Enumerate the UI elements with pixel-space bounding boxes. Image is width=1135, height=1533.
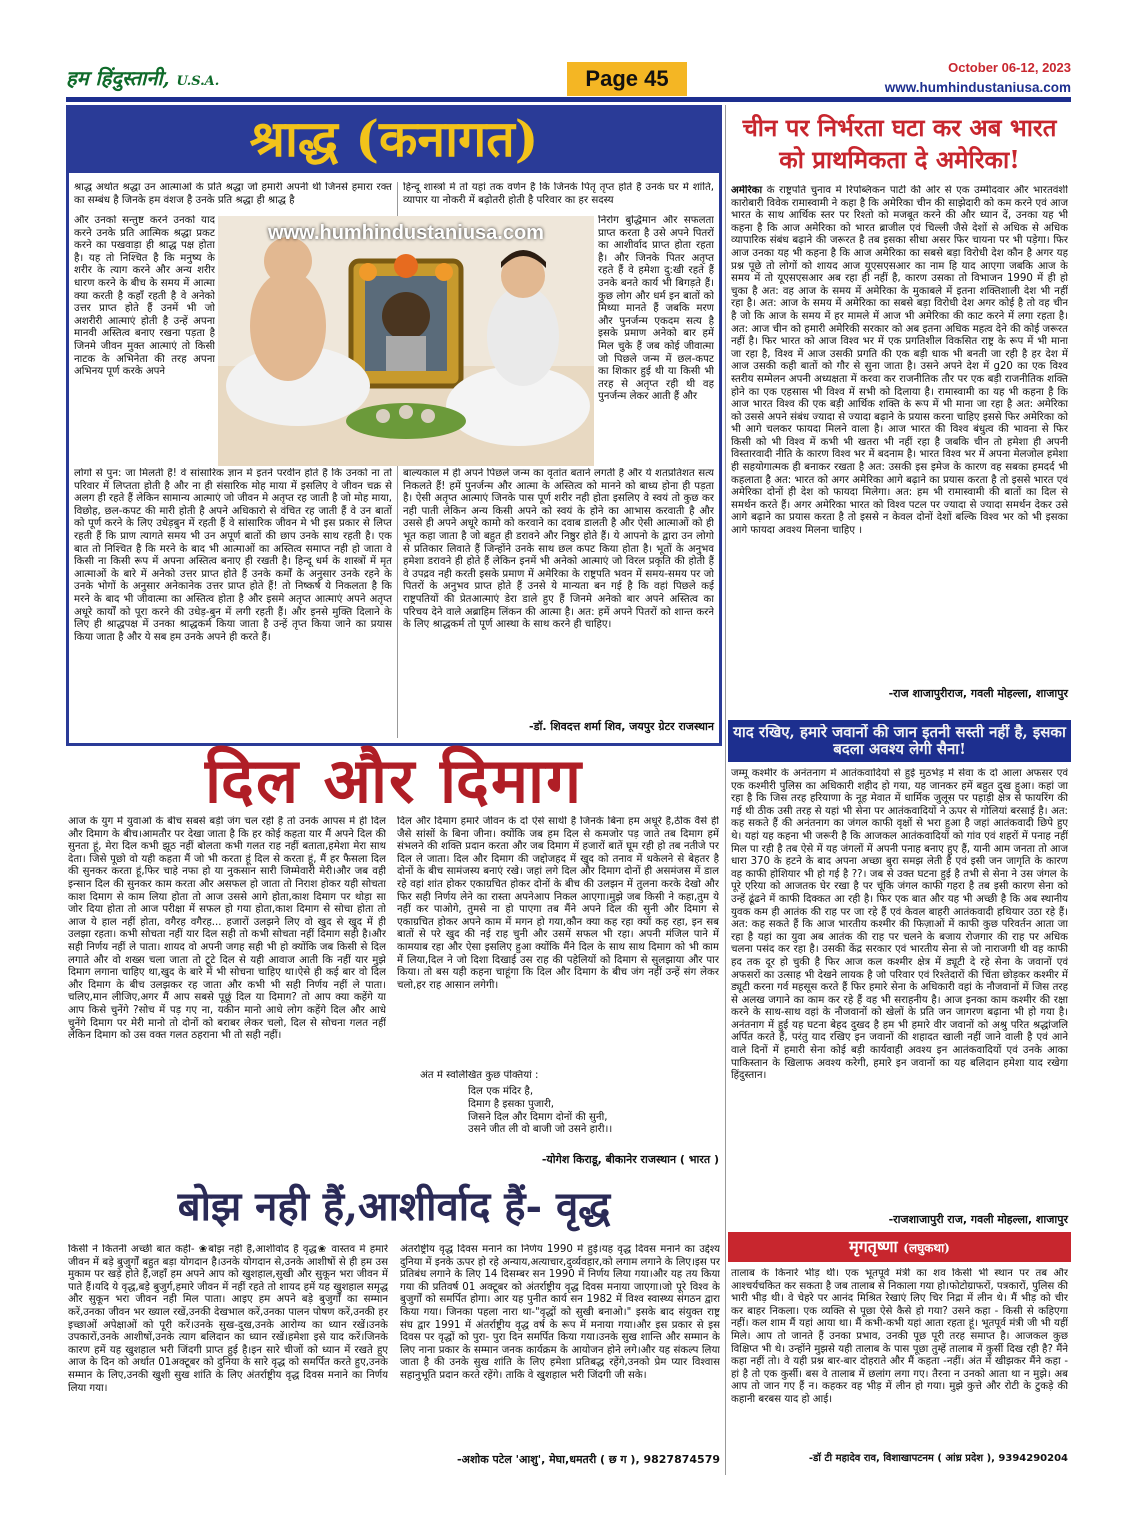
- poem-line: जिसने दिल और दिमाग दोनों की सुनी,: [468, 1111, 608, 1123]
- mrig-title-band: [728, 1232, 1071, 1262]
- poem-line: दिल एक मंदिर है,: [468, 1086, 534, 1097]
- china-text: के राष्ट्रपति चुनाव में रिपब्लिकन पार्टी की ओर से एक उम्मीदवार और भारतवंशी कारोबारी विवेक रामास्वामी ने कहा है कि अमेरिका चीन की साझेदारी को कम करने एवं आज भारत के साथ आर्थिक स्तर पर रिश्तो को मजबूत करने की और ध्यान दें, उनका यह भी कहना है कि आज अमेरिका को भारत ब्राजील एवं चिल्ली जैसे देशों से अधिक से अधिक व्यापारिक संबंध बढ़ाने की जरूरत है तब इसका सीधा असर फिर चायना पर भी पड़ेगा। फिर आज उनका यह भी कहना है कि आज अमेरिका का सबसे बड़ा विरोधी देश कौन है अगर यह प्रश्न पूछे तो लोगों को शायद आज यूएसएसआर का नाम हि याद आएगा जबकि आज के समय में तो यूएसएसआर अब रहा ही नहीं है, कारण उसका तो विभाजन 1990 में ही हो चुका है अत: वह आज के समय में अमेरिका के मुकाबले में इतना शक्तिशाली देश भी नहीं रहा है। अत: आज के समय में अमेरिका का सबसे बड़ा विरोधी देश अगर कोई है तो वह चीन है जो कि आज के समय में हर मामले में आज भी अमेरिका की काट करने में लगा रहता है। अत: आज चीन को हमारी अमेरिकी सरकार को अब इतना अधिक महत्व देने की कोई जरूरत नहीं है। फिर भारत को आज विश्व भर में एक प्रगतिशील विकसित राष्ट्र के रूप में भी माना जा रहा है, विश्व में आज उसकी प्रगति की एक बड़ी धाक भी बनती जा रही है हर देश में आज उसकी कही बातों को गौर से सुना जाता है। उसने अपने देश में g20 का एक विश्व स्तरीय सम्मेलन अपनी अध्यक्षता में करवा कर राजनीतिक तौर पर एक बड़ी राजनीतिक शक्ति होने का एक एहसास भी विश्व में सभी को दिलाया है। रामास्वामी का यह भी कहना है कि आज भारत विश्व की एक बड़ी आर्थिक शक्ति के रूप में भी माना जा रहा है अत: अमेरिका को उससे अपने संबंध ज्यादा से ज्यादा बढ़ाने के प्रयास करना चाहिए इससे फिर अमेरिका को भी आगे चलकर फायदा मिलने वाला है। आज भारत की विश्व बंधुत्व की भावना से फिर किसी को भी विश्व में कभी भी खतरा भी नहीं रहा है जबकि चीन तो हमेशा ही अपनी विस्तारवादी नीति के कारण विश्व भर में बदनाम है। भारत विश्व भर में अपना मेलजोल हमेशा ही सहयोगात्मक ही बनाकर रखता है अत: उसकी इस इमेज के कारण वह सबका हमदर्द भी कहलाता है अत: भारत को अगर अमेरिका आगे बढ़ाने का प्रयास करता है तो इससे भारत एवं अमेरिका दोनों ही देश को फायदा मिलेगा। अत: हम भी रामास्वामी की बातों का दिल से समर्थन करते हैं। अगर अमेरिका भारत को विश्व पटल पर ज्यादा से ज्यादा समर्थन देकर उसे आगे बढ़ाने का प्रयास करता है तो इससे न केवल दोनों देशों बल्कि विश्व भर को भी इसका आगे फायदा अवश्य मिलना चाहिए ।: [731, 185, 1068, 537]
- china-title: चीन पर निर्भरता घटा कर अब भारत को प्राथमिकता दे अमेरिका!: [728, 112, 1071, 180]
- poem: [468, 1086, 718, 1137]
- dil-author: -योगेश किराडू, बीकानेर राजस्थान ( भारत ): [541, 1153, 719, 1166]
- yaad-body: जम्मू कश्मीर के अनंतनाग में आतंकवादियों से हुई मुठभेड़ में सेवा के दो आला अफसर एवं एक कश्मीरी पुलिस का अधिकारी शहीद हो गया, यह जानकर हमें बहुत दुख हुआ। कहां जा रहा है कि जिस तरह हरियाणा के नूह मेवात में धार्मिक जुलूस पर पहाड़ी क्षेत्र से फायरिंग की गई थी ठीक उसी तरह से यहां भी सेना पर आतंकवादियों ने ऊपर से गोलियां बरसाई है। अत: कह सकते हैं की अनंतनाग का जंगल काफी वृक्षों से भरा हुआ है जहां आतंकवादी छिपे हुए थे। यहां यह कहना भी जरूरी है कि आजकल आतंकवादियों को गांव एवं शहरों में पनाह नहीं मिल पा रही है तब ऐसे में यह जंगलों में अपनी पनाह बनाए हुए हैं, यानी आम जनता तो आज धारा 370 के हटने के बाद अपना अच्छा बुरा समझ लेती है एवं इसी जन जागृति के कारण वह काफी होशियार भी हो गई है ??। जब से उक्त घटना हुई है तभी से सेना ने उस जंगल के पूरे एरिया को आजतक घेर रखा है पर चूंकि जंगल काफी गहरा है तब इसी कारण सेना को उन्हें ढूंढने में काफी दिक्कत आ रही है। फिर एक बात और यह भी अच्छी है कि अब स्थानीय युवक कम ही आतंक की राह पर जा रहे हैं एवं केवल बाहरी आतंकवादी हथियार उठा रहे हैं। अत: कह सकते हैं कि आज भारतीय कश्मीर की फिज़ाओं में काफी कुछ परिवर्तन आता जा रहा है यहां का युवा अब आतंक की राह पर चलने के बजाय रोजगार की राह पर अधिक चलना पसंद कर रहा है। उसकी केंद्र सरकार एवं भारतीय सेना से जो नाराजगी थी वह काफी हद तक दूर हो चुकी है फिर आज कल कश्मीर क्षेत्र में ड्यूटी दे रहे सेना के जवानों एवं अफसरों का उत्साह भी देखने लायक है जो परिवार एवं रिश्तेदारों की चिंता छोड़कर कश्मीर में ड्यूटी करना गर्व महसूस करते हैं फिर हमारे सेना के अधिकारी वहां के नौजवानों में जिस तरह से अलख जगाने का काम कर रहे हैं वह भी सराहनीय है। आज इनका काम कश्मीर की रक्षा करने के साथ-साथ वहां के नौजवानों को खेलों के प्रति जन जागरण बढ़ाना भी हो गया है। अनंतनाग में हुई यह घटना बेहद दुखद है हम भी हमारे वीर जवानों को अश्रु परित श्रद्धांजलि अर्पित करते हैं, परंतु याद रखिए इन जवानों की शहादत खाली नहीं जाने वाली है एवं आने वाले दिनों में हमारी सेना कोई बड़ी कार्यवाही अवश्य इन आतंकवादियों एवं उनके आका पाकिस्तान के खिलाफ अवश्य करेगी, हमारे इन जवानों का यह बलिदान हमेशा याद रखेगा हिंदुस्तान।: [731, 768, 1068, 1082]
- image-caption: www.humhindustaniusa.com: [268, 222, 544, 244]
- shraddh-col1-bottom: लोगो से पुन: जा मिलती हैं! वे सांसारिक ज्ञान में इतने परवीन होते हैं कि उनको ना तो परिवार में लिप्तता होती है और ना ही संसारिक मोह माया में इसलिए वे जीवन चक्र से अलग ही रहते हैं लेकिन सामान्य आत्माएं जो जीवन मे अतृप्त रह जाती है जो मोह माया, विछोह, छल-कपट की मारी होती है अपने अधिकारो से वंचित रह जाती हैं वे उन बातों को पूर्ण करने के लिए उधेड़बुन में रहती हैं वे सांसारिक जीवन मे भी इस प्रकार से लिप्त रहती हैं कि प्राण त्यागते समय भी उन अपूर्ण बातों की छाप उनके साथ रहती है। एक बात तो निश्चित है कि मरने के बाद भी आत्माओं का अस्तित्व समाप्त नही हो जाता वे किसी ना किसी रूप में अपना अस्तित्व बनाए ही रखती है। हिन्दू धर्म के शास्त्रों में मृत आत्माओं के बारे में अनेको उत्तर प्राप्त होते हैं उनके कर्मों के अनुसार उनके रहने के उनके भोगों के अनुसार अनेकानेक उत्तर प्राप्त होते हैं! तो निष्कर्ष ये निकलता है कि मरने के बाद भी जीवात्मा का अस्तित्व होता है और इसमे अतृप्त आत्माएं अपने अतृप्त अधूरे कार्यों को पूरा करने की उधेड़-बुन में लगी रहती हैं। और इनसे मुक्ति दिलाने के लिए ही श्राद्धपक्ष में उनका श्राद्धकर्म किया जाता है उन्हें तृप्त किया जाने का प्रयास किया जाता है और ये सब हम उनके अपने ही करते हैं।: [74, 468, 392, 643]
- mrig-author: -डॉ टी महादेव राव, विशाखापटनम ( आंध्र प्रदेश ), 9394290204: [808, 1453, 1068, 1464]
- china-author: -राज शाजापुरीराज, गवली मोहल्ला, शाजापुर: [888, 687, 1068, 700]
- dil-col2: दिल और दिमाग हमारे जीवन के दो ऐसे साथी है जिनके बिना हम अधूरे है,ठीक वैसे ही जैसे सांसों के बिना जीना। क्योंकि जब हम दिल से कमजोर पड़ जाते तब दिमाग हमें संभलने की शक्ति प्रदान करता और जब दिमाग में हजारों बातें घूम रही हो तब नतीजे पर दिल ले जाता। दिल और दिमाग की जद्दोजहद में खुद को तनाव में धकेलने से बेहतर है दोनों के बीच सामंजस्य बनाएं रखे। जहां लगे दिल और दिमाग दोनों ही असमंजस में डाल रहे वहां शांत होकर एकाग्रचित होकर दोनों के बीच की उलझन में तुलना करके देखो और फिर सही निर्णय लेने का रास्ता अपनेआप निकल आएगा।मुझे जब किसी ने कहा,तुम ये नहीं कर पाओगे, तुमसे ना हो पाएगा तब मैंने अपने दिल की सुनी और दिमाग से एकाग्रचित होकर अपने काम में मगन हो गया,कौन क्या कह रहा क्यों कह रहा, इन सब बातों से परे खुद की नई राह चुनी और उसमें सफल भी रहा। अपनी मंजिल पाने में कामयाब रहा और ऐसा इसलिए हुआ क्योंकि मैंने दिल के साथ साथ दिमाग को भी काम में लिया,दिल ने जो दिशा दिखाई उस राह की पहेलियों को दिमाग से सुलझाया और पार किया। तो बस यही कहना चाहूंगा कि दिल और दिमाग के बीच जंग नहीं उन्हें संग लेकर चलो,हर राह आसान लगेगी।: [397, 816, 719, 991]
- china-body: [731, 185, 1068, 682]
- shraddh-col1-top: श्राद्ध अर्थात श्रद्धा उन आत्माओं के प्रति श्रद्धा जो हमारी अपनी थी जिनसे हमारा रक्त का सम्बंध है जिनके हम वंशज है उनके प्रति श्रद्धा ही श्राद्ध है: [74, 182, 392, 206]
- bojh-col2: अंतर्राष्ट्रीय वृद्ध दिवस मनाने का निर्णय 1990 में हुई।यह वृद्ध दिवस मनाने का उद्देश्य दुनिया में इनके ऊपर हो रहे अन्याय,अत्याचार,दुर्व्यवहार,को लगाम लगाने के लिए।इस पर प्रतिबंध लगाने के लिए 14 दिसम्बर सन 1990 में निर्णय लिया गया।और यह तय किया गया की प्रतिवर्ष 01 अक्टूबर को अंतर्राष्ट्रीय वृद्ध दिवस मनाया जाएगा।जो पूरे विश्व के बुजुर्गों को समर्पित होगा। आर यह पुनीत कार्य सन 1982 में विश्व स्वास्थ्य संगठन द्वारा किया गया। जिनका पहला नारा था-"वृद्धों को सुखी बनाओ।" इसके बाद संयुक्त राष्ट्र संघ द्वार 1991 में अंतर्राष्ट्रीय वृद्ध वर्ष के रूप में मनाया गया।और इस प्रकार से इस दिवस पर वृद्धों को पुरा- पुरा दिन समर्पित किया गया।उनके सुख शान्ति और सम्मान के लिए नाना प्रकार के सम्मान जनक कार्यक्रम के आयोजन होने लगे।और यह संकल्प लिया जाता है की उनके सुख शांति के लिए हमेशा प्रतिबद्ध रहेंगे,उनको प्रेम प्यार विश्वास सहानुभूति प्रदान करते रहेंगे। ताकि वे खुशहाल भरी जिंदगी जी सके।: [400, 1244, 720, 1381]
- china-lead: अमेरिका: [731, 185, 763, 196]
- masthead-sub: U.S.A.: [176, 74, 220, 89]
- bojh-col1: किसी ने कितनी अच्छी बात कही- ❀बोझ नहीं हैं,आशीर्वाद हैं वृद्ध❀ वास्तव मे हमारे जीवन में बड़े बुजुर्गों बहुत बड़ा योगदान है।उनके योगदान से,उनके आशीषों से ही हम उस मुकाम पर खड़े होते हैं,जहाँ हम अपने आप को खुशहाल,सुखी और सुकून भरा जीवन में पाते हैं।यदि ये वृद्ध,बड़े बुजुर्ग,हमारे जीवन में नहीं रहते तो शायद हमें यह खुशहाल समृद्ध और सुकून भरा जीवन नही मिल पाता। आइए हम अपने बड़े बुजुर्गों का सम्मान करें,उनका जीवन भर ख्याल रखें,उनकी देखभाल करें,उनका पालन पोषण करें,उनकी हर इच्छाओं अपेक्षाओं को पूरी करें।उनके सुख-दुख,उनके आरोग्य का ध्यान रखें।उनके उपकारों,उनके आशीषों,उनके त्याग बलिदान का ध्यान रखें।हमेशा इसे याद करें।जिनके कारण हमें यह खुशहाल भरी जिंदगी प्राप्त हुई है।इन सारे चीजों को ध्यान में रखते हुए आज के दिन को अर्थात 01अक्टूबर को दुनिया के सारे वृद्ध को समर्पित करते हुए,उनके सम्मान के लिए,उनकी खुशी सुख शांति के लिए अंतर्राष्ट्रीय वृद्ध दिवस मनाने का निर्णय लिया गया।: [68, 1244, 388, 1394]
- shraddh-col2-bottom: बाल्यकाल में ही अपने पिछले जन्म का वृतांत बताने लगती है और ये शतप्रतिशत सत्य निकलते हैं! हमें पुनर्जन्म और आत्मा के अस्तित्व को मानने को बाध्य होना ही पड़ता है। ऐसी अतृप्त आत्माएं जिनके पास पूर्ण शरीर नही होता इसलिए वे स्वयं तो कुछ कर नही पाती लेकिन अन्य किसी अपने को स्वयं के होने का आभास करवाती है और उससे ही अपने अधूरे कामो को करवाने का दवाब डालती है और ऐसी आत्माओं को ही भूत कहा जाता है जो बहुत ही डरावने और निष्ठुर होते हैं। ये आपनो के द्वारा उन लोगो से प्रतिकार लिवाते हैं जिन्होंने उनके साथ छल कपट किया होता है। भूतों के अनुभव हमेशा डरावने ही होते हैं लेकिन इनमें भी अनेको आत्माएं जो विरल प्रकृति की होती हैं वे उपद्रव नही करती इसके प्रमाण में अमेरिका के राष्ट्रपति भवन में समय-समय पर जो पितरों के अनुभव प्राप्त होते हैं उनसे ये मान्यता बन गई है कि वहां पिछले कई राष्ट्रपतियों की प्रेतआत्माएं डेरा डाले हुए हैं जिनमे अनेको बार अपने अस्तित्व का परिचय देने वाले अब्राहिम लिंकन की आत्मा है। अत: हमें अपने पितरों को शान्त करने के लिए श्राद्धकर्म तो पूर्ण आस्था के साथ करने ही चाहिए।: [403, 468, 714, 631]
- shraddh-col2-side: निरोग बुद्धिमान और सफलता प्राप्त करता है उसे अपने पितरों का आशीर्वाद प्राप्त होता रहता है। और जिनके पितर अतृप्त रहते हैं वे हमेशा दु:खी रहते हैं उनके बनते कार्य भी बिगड़ते हैं। कुछ लोग और धर्म इन बातों को मिथ्या मानते हैं जबकि मरण और पुनर्जन्म एकदम सत्य है इसके प्रमाण अनेको बार हमें मिल चुके हैं जब कोई जीवात्मा जो पिछले जन्म में छल-कपट का शिकार हुई थी या किसी भी तरह से अतृप्त रही थी वह पुनर्जन्म लेकर आती हैं और: [598, 215, 714, 403]
- shraddh-illustration: [218, 216, 594, 466]
- bojh-title: बोझ नही हैं,आशीर्वाद हैं- वृद्ध: [177, 1183, 611, 1230]
- mrig-body: तालाब के किनारे भीड़ थी। एक भूतपूर्व मंत्री का शव किसी भी स्थान पर तब और आश्चर्यचकित कर सकता है जब तालाब से निकाला गया हो।फोटोग्राफरों, पत्रकारों, पुलिस की भारी भीड़ थी। वे चेहरे पर आनंद मिश्रित रेखाएं लिए चिर निद्रा में लीन थे। मैं भीड़ को चीर कर बाहर निकला। एक व्यक्ति से पूछा ऐसे कैसे हो गया? उसने कहा - किसी से कहिएगा नहीं। कल शाम मैं यहां आया था। मैं कभी-कभी यहां आता रहता हूं। भूतपूर्व मंत्री जी भी यहीं मिले। आप तो जानते हैं उनका प्रभाव, उनकी पूछ पूरी तरह समाप्त है। आजकल कुछ विक्षिप्त भी थे। उन्होंने मुझसे यही तालाब के पास पूछा तुम्हें तालाब में कुर्सी दिख रही है? मैंने कहा नहीं तो। वे यही प्रश्न बार-बार दोहराते और मैं कहता -नहीं। अंत में खीझकर मैंने कहा - हां है तो एक कुर्सी। बस वे तालाब में छलांग लगा गए। तैरना न उनको आता था न मुझे। अब आप तो जान गए हैं न। कहकर वह भीड़ में लीन हो गया। मुझे कुत्ते और रोटी के टुकड़े की कहानी बरबस याद हो आई।: [731, 1268, 1068, 1405]
- shraddh-col1-side: और उनको सन्तुष्ट करने उनको याद करने उनके प्रति आत्मिक श्रद्धा प्रकट करने का पखवाड़ा ही श्राद्ध पक्ष होता है। यह तो निश्चित है कि मनुष्य के शरीर के त्याग करने और अन्य शरीर धारण करने के बीच के समय में आत्मा क्या करती है कहाँ रहती है वे अनेको उत्तर प्राप्त होते हैं उनमें भी जो अशरीरी आत्माएं होती है उन्हें अपना मानवी अस्तित्व बनाए रखना पड़ता है जिनमे जीवन मुक्त आत्माएं तो किसी नाटक के अभिनेता की तरह अपना अभिनय पूर्ण करके अपने: [74, 215, 215, 378]
- yaad-title: याद रखिए, हमारे जवानों की जान इतनी सस्ती नहीं है, इसका बदला अवश्य लेगी सैना!: [733, 724, 1066, 758]
- mrig-title: मृगतृष्णा: [849, 1237, 898, 1256]
- masthead: [66, 64, 219, 91]
- poem-line: उसने जीत ली वो बाजी जो उसने हारी।।: [468, 1124, 613, 1136]
- dil-col1: आज के युग में युवाओं के बीच सबसे बड़ी जंग चल रही है तो उनके आपस में ही दिल और दिमाग के बीच।आमतौर पर देखा जाता है कि हर कोई कहता यार मैं अपने दिल की सुनता हूं, मेरा दिल कभी झूठ नहीं बोलता कभी गलत राह नहीं बताता,हमेशा मेरा साथ देता। जिसे पूछो वो यही कहता मैं जो भी करता हूं दिल से करता हूं, मैं हर फैसला दिल की सुनकर करता हूं,फिर चाहे नफा हो या नुकसान सारी जिम्मेवारी मेरी।और जब वही इन्सान दिल की सुनकर काम करता और असफल हो जाता तो निराश होकर यही सोचता काश दिमाग से काम लिया होता तो आज उससे आगे होता,काश दिमाग पर थोड़ा सा जोर दिया होता तो आज परीक्षा में सफल हो गया होता,काश दिमाग से सोचा होता तो आज ये हाल नहीं होता, वगैरह वगैरह... हजारों उलझने लिए वो खुद से खुद में ही उलझा रहता। कभी सोचता नहीं यार दिल सही तो कभी सोचता नहीं दिमाग सही है।और सही निर्णय नहीं ले पाता। शायद वो अपनी जगह सही भी हो क्योंकि जब किसी से दिल लगाते और वो शख्स चला जाता तो टूटे दिल से यही आवाज आती कि नहीं यार मुझे दिमाग लगाना चाहिए था,खुद के बारे में भी सोचना चाहिए था।ऐसे ही कई बार वो दिल और दिमाग के बीच उलझकर रह जाता और कभी भी सही निर्णय नहीं ले पाता। चलिए,मान लीजिए,अगर मैं आप सबसे पूछूं दिल या दिमाग? तो आप क्या कहेंगे या आप किसे चुनेंगे ?सोच में पड़ गए ना, यकीन मानो आधे लोग कहेंगे दिल और आधे चुनेंगे दिमाग पर मेरी मानो तो दोनों को बराबर लेकर चलो, दिल से सोचना गलत नहीं लेकिन दिमाग को उस वक्त गलत ठहराना भी तो सही नहीं।: [68, 816, 386, 1042]
- shraddh-col2-top: हिन्दू शास्त्रों में तो यहां तक वर्णन है कि जिनके पितृ तृप्त होते हैं उनके घर मे शांति, व्यापार या नोकरी में बढ़ोतरी होती है परिवार का हर सदस्य: [403, 182, 714, 206]
- site-url[interactable]: www.humhindustaniusa.com: [884, 80, 1071, 95]
- issue-date: October 06-12, 2023: [948, 60, 1071, 75]
- ritual-scene-image: [218, 216, 594, 466]
- yaad-author: -राजशाजापुरी राज, गवली मोहल्ला, शाजापुर: [888, 1213, 1068, 1226]
- header-rule: [66, 97, 1071, 102]
- mrig-subtitle: (लघुकथा): [903, 1241, 950, 1255]
- right-column-divider: [725, 105, 726, 1475]
- shraddh-author: -डॉ. शिवदत्त शर्मा शिव, जयपुर ग्रेटर राजस्थान: [529, 720, 714, 733]
- bojh-author: -अशोक पटेल 'आशु', मेघा,धमतरी ( छ ग ), 9827874579: [456, 1453, 720, 1466]
- page-number: Page 45: [567, 62, 687, 96]
- masthead-title: हम हिंदुस्तानी,: [66, 66, 170, 90]
- shraddh-title: श्राद्ध (कनागत): [69, 108, 719, 173]
- poem-line: दिमाग है इसका पुजारी,: [468, 1098, 555, 1110]
- poem-intro: अंत में स्वलिखित कुछ पंक्तियां :: [420, 1070, 539, 1081]
- dil-title: दिल और दिमाग: [205, 744, 583, 817]
